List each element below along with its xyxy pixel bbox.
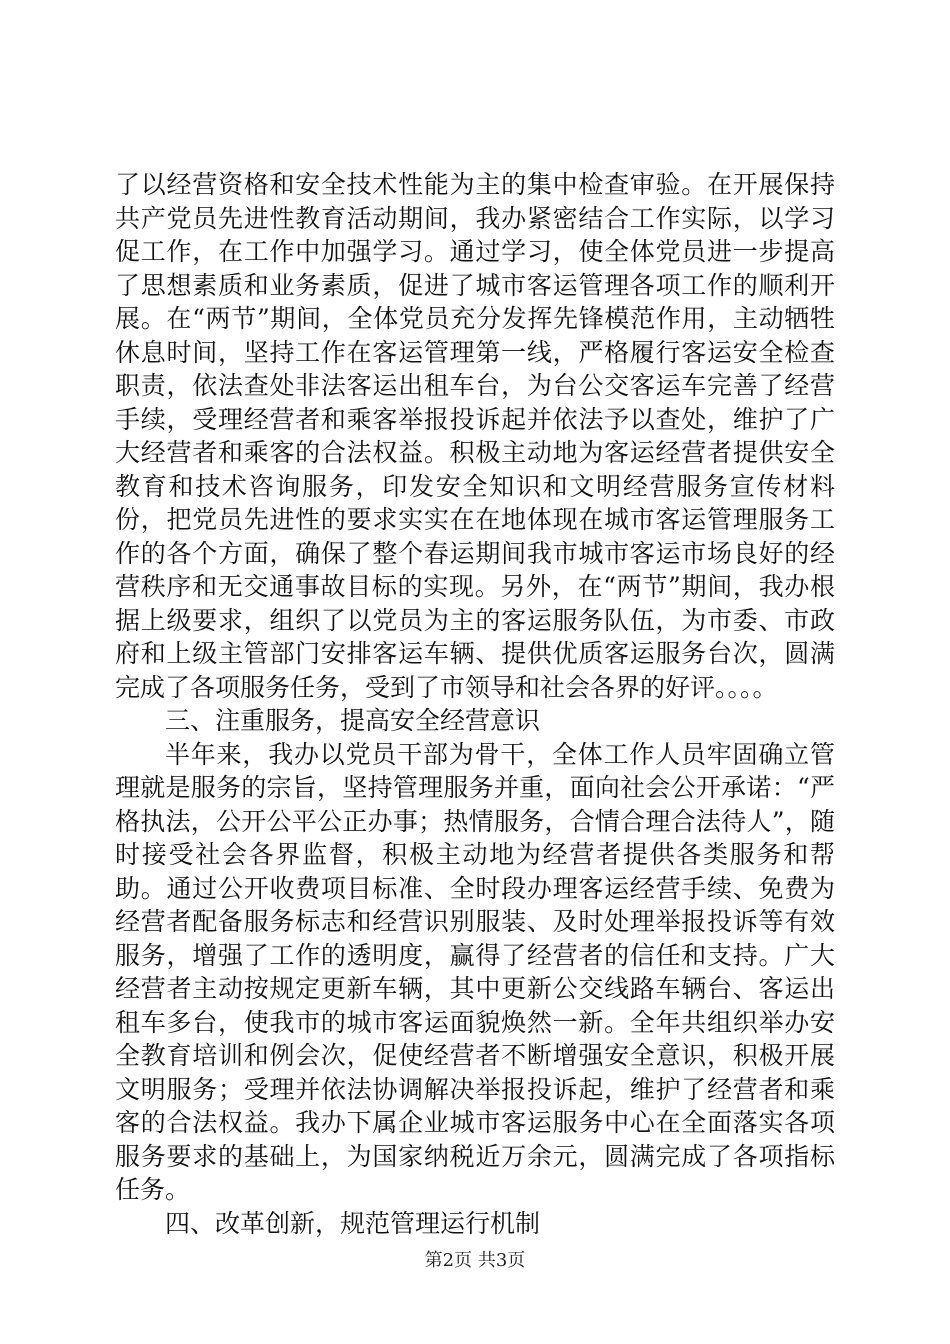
document-body [115, 168, 835, 1240]
section-heading-service: 三、注重服务，提高安全经营意识 [165, 706, 541, 735]
paragraph-service: 半年来，我办以党员干部为骨干，全体工作人员牢固确立管理就是服务的宗旨，坚持管理服务并重，面向社会公开承诺：“严格执法，公开公平公正办事；热情服务，合情合理合法待人”，随时接受社会各界监督，积极主动地为经营者提供各类服务和帮助。通过公开收费项目标准、全时段办理客运经营手续、免费为经营者配备服务标志和经营识别服装、及时处理举报投诉等有效服务，增强了工作的透明度，赢得了经营者的信任和支持。广大经营者主动按规定更新车辆，其中更新公交线路车辆台、客运出租车多台，使我市的城市客运面貌焕然一新。全年共组织举办安全教育培训和例会次，促使经营者不断增强安全意识，积极开展文明服务；受理并依法协调解决举报投诉起，维护了经营者和乘客的合法权益。我办下属企业城市客运服务中心在全面落实各项服务要求的基础上，为国家纳税近万余元，圆满完成了各项指标任务。 [115, 739, 835, 1204]
paragraph-party-education: 了以经营资格和安全技术性能为主的集中检查审验。在开展保持共产党员先进性教育活动期间，我办紧密结合工作实际，以学习促工作，在工作中加强学习。通过学习，使全体党员进一步提高了思想素质和业务素质，促进了城市客运管理各项工作的顺利开展。在“两节”期间，全体党员充分发挥先锋模范作用，主动牺牲休息时间，坚持工作在客运管理第一线，严格履行客运安全检查职责，依法查处非法客运出租车台，为台公交客运车完善了经营手续，受理经营者和乘客举报投诉起并依法予以查处，维护了广大经营者和乘客的合法权益。积极主动地为客运经营者提供安全教育和技术咨询服务，印发安全知识和文明经营服务宣传材料份，把党员先进性的要求实实在在地体现在城市客运管理服务工作的各个方面，确保了整个春运期间我市城市客运市场良好的经营秩序和无交通事故目标的实现。另外，在“两节”期间，我办根据上级要求，组织了以党员为主的客运服务队伍，为市委、市政府和上级主管部门安排客运车辆、提供优质客运服务台次，圆满完成了各项服务任务，受到了市领导和社会各界的好评。。。。 [115, 170, 835, 702]
section-heading-reform: 四、改革创新，规范管理运行机制 [165, 1208, 541, 1238]
page-footer: 第2页 共3页 [424, 1250, 526, 1271]
